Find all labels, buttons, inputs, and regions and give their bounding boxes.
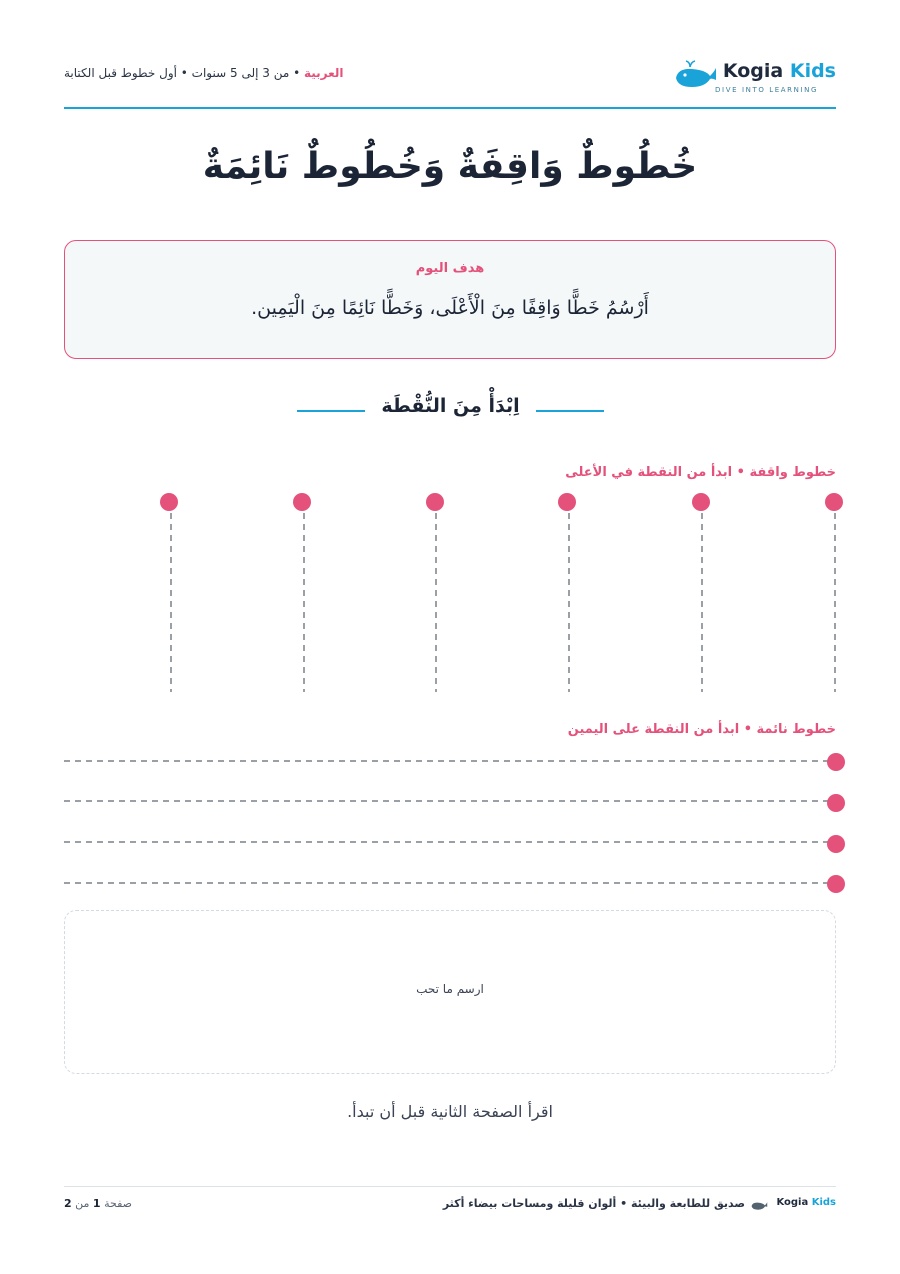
horizontal-tracing-lines [60,748,860,898]
header-divider [64,107,836,109]
vertical-line-5 [692,493,710,692]
brand-name: Kogia Kids [722,60,836,82]
vertical-start-dot[interactable] [692,493,710,511]
footer-brand: Kogia Kids [776,1197,836,1208]
vertical-tracing-lines [150,488,850,696]
horizontal-line-3 [64,835,845,853]
vertical-line-3 [426,493,444,692]
vertical-start-dot[interactable] [825,493,843,511]
horizontal-start-dot[interactable] [827,875,845,893]
meta-details: • من 3 إلى 5 سنوات • أول خطوط قبل الكتابة [64,66,304,80]
vertical-line-6 [825,493,843,692]
goal-text: أَرْسُمُ خَطًّا وَاقِفًا مِنَ الْأَعْلَى، وَخَطًّا نَائِمًا مِنَ الْيَمِين. [251,297,649,319]
brand-logo [636,58,836,98]
vertical-start-dot[interactable] [558,493,576,511]
start-heading-text: اِبْدَأْ مِنَ النُّقْطَة [381,395,520,417]
brand-tagline: DIVE INTO LEARNING [715,86,818,94]
horizontal-line-1 [64,753,845,771]
vertical-line-2 [293,493,311,692]
vertical-start-dot[interactable] [160,493,178,511]
reminder-text: اقرأ الصفحة الثانية قبل أن تبدأ. [347,1102,553,1121]
free-drawing-label: ارسم ما تحب [416,982,484,996]
horizontal-start-dot[interactable] [827,794,845,812]
meta-language: العربية [304,66,344,80]
free-drawing-area[interactable] [64,910,836,1074]
goal-label: هدف اليوم [415,261,485,276]
page-number: صفحة 1 من 2 [64,1197,132,1210]
footer-whale-icon [750,1199,768,1211]
vertical-start-dot[interactable] [426,493,444,511]
vertical-line-1 [160,493,178,692]
horizontal-start-dot[interactable] [827,835,845,853]
horizontal-section-label: خطوط نائمة • ابدأ من النقطة على اليمين [567,722,836,737]
vertical-section-label: خطوط واقفة • ابدأ من النقطة في الأعلى [565,465,836,480]
horizontal-line-2 [64,794,845,812]
footer-tagline: صديق للطابعة والبيئة • ألوان قليلة ومساحات بيضاء أكثر [442,1197,745,1210]
horizontal-line-4 [64,875,845,893]
goal-box [64,240,836,359]
page-title: خُطُوطٌ وَاقِفَةٌ وَخُطُوطٌ نَائِمَةٌ [202,146,698,187]
worksheet-meta [64,66,344,80]
footer-divider [64,1186,836,1187]
start-heading [297,393,604,427]
whale-icon [672,60,718,90]
vertical-start-dot[interactable] [293,493,311,511]
horizontal-start-dot[interactable] [827,753,845,771]
vertical-line-4 [558,493,576,692]
